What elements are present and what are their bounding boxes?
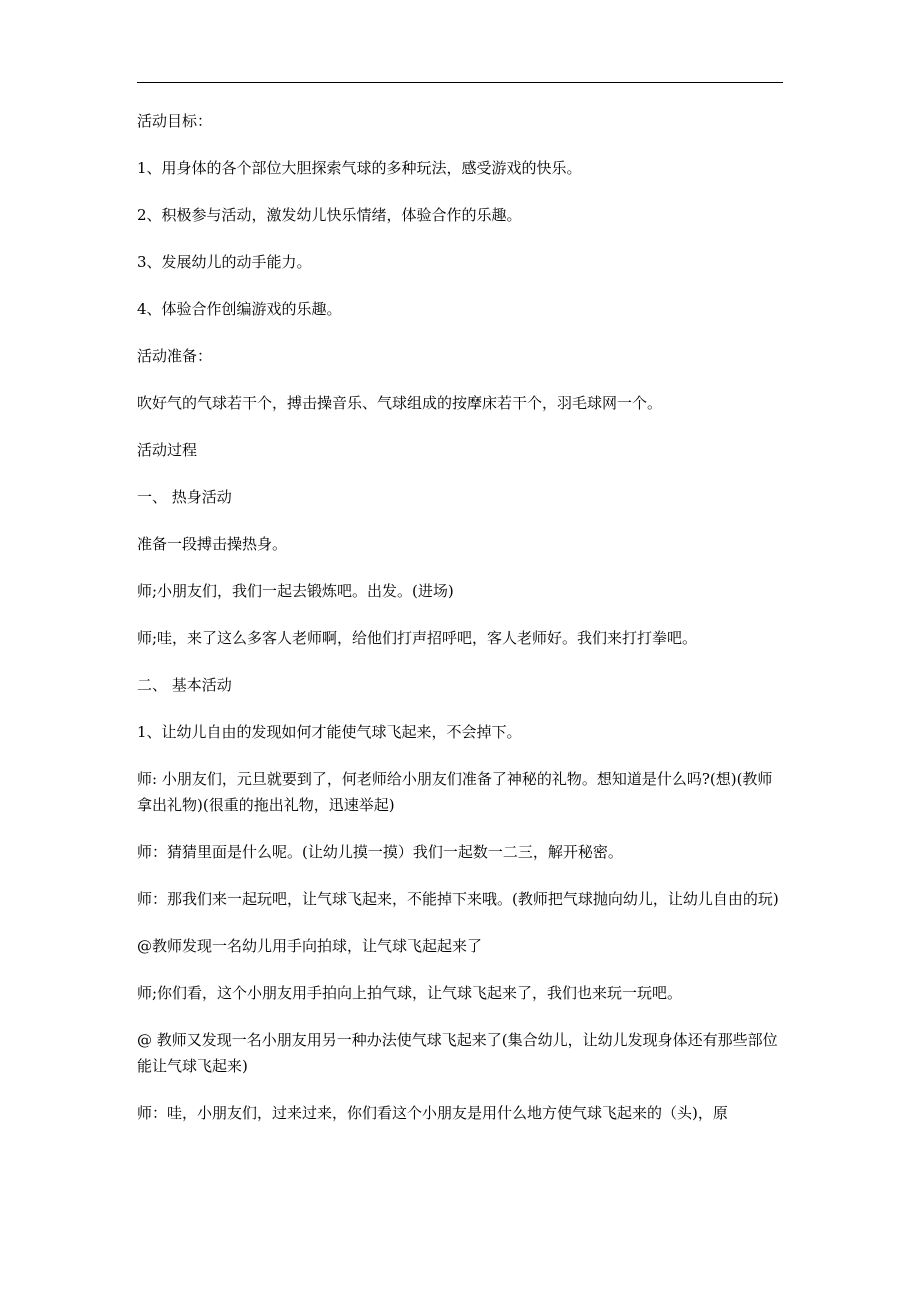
- preparation-text: 吹好气的气球若干个，搏击操音乐、气球组成的按摩床若干个，羽毛球网一个。: [137, 394, 663, 412]
- dialogue-paragraph: 师: 小朋友们，元旦就要到了，何老师给小朋友们准备了神秘的礼物。想知道是什么吗?(想)(教师拿出礼物)(很重的拖出礼物，迅速举起): [137, 770, 773, 814]
- dialogue-paragraph: 师;小朋友们，我们一起去锻炼吧。出发。(进场): [137, 582, 454, 600]
- dialogue-paragraph: 师;你们看，这个小朋友用手拍向上拍气球，让气球飞起来了，我们也来玩一玩吧。: [137, 984, 683, 1002]
- section-warmup-title: 一、 热身活动: [137, 488, 232, 506]
- document-body: [137, 108, 787, 1147]
- basic-activity-step-1: 1、让幼儿自由的发现如何才能使气球飞起来，不会掉下。: [137, 723, 522, 741]
- heading-activity-preparation: 活动准备：: [137, 347, 213, 365]
- dialogue-paragraph: 师：那我们来一起玩吧，让气球飞起来，不能掉下来哦。(教师把气球抛向幼儿，让幼儿自由的玩): [137, 890, 779, 908]
- observation-paragraph: @教师发现一名幼儿用手向拍球，让气球飞起起来了: [137, 937, 483, 955]
- warmup-text: 准备一段搏击操热身。: [137, 535, 288, 553]
- dialogue-paragraph: 师：猜猜里面是什么呢。(让幼儿摸一摸）我们一起数一二三，解开秘密。: [137, 843, 623, 861]
- heading-activity-goals: 活动目标：: [137, 112, 213, 130]
- observation-paragraph: @ 教师又发现一名小朋友用另一种办法使气球飞起来了(集合幼儿，让幼儿发现身体还有那些部位能让气球飞起来): [137, 1031, 778, 1075]
- heading-activity-process: 活动过程: [137, 441, 198, 459]
- dialogue-paragraph: 师;哇，来了这么多客人老师啊，给他们打声招呼吧，客人老师好。我们来打打拳吧。: [137, 629, 698, 647]
- dialogue-paragraph: 师：哇，小朋友们，过来过来，你们看这个小朋友是用什么地方使气球飞起来的（头)，原: [137, 1104, 728, 1122]
- goal-item-1: 1、用身体的各个部位大胆探索气球的多种玩法，感受游戏的快乐。: [137, 159, 582, 177]
- section-basic-activity-title: 二、 基本活动: [137, 676, 232, 694]
- goal-item-4: 4、体验合作创编游戏的乐趣。: [137, 300, 342, 318]
- goal-item-3: 3、发展幼儿的动手能力。: [137, 253, 312, 271]
- goal-item-2: 2、积极参与活动，激发幼儿快乐情绪，体验合作的乐趣。: [137, 206, 522, 224]
- header-rule: [137, 82, 783, 83]
